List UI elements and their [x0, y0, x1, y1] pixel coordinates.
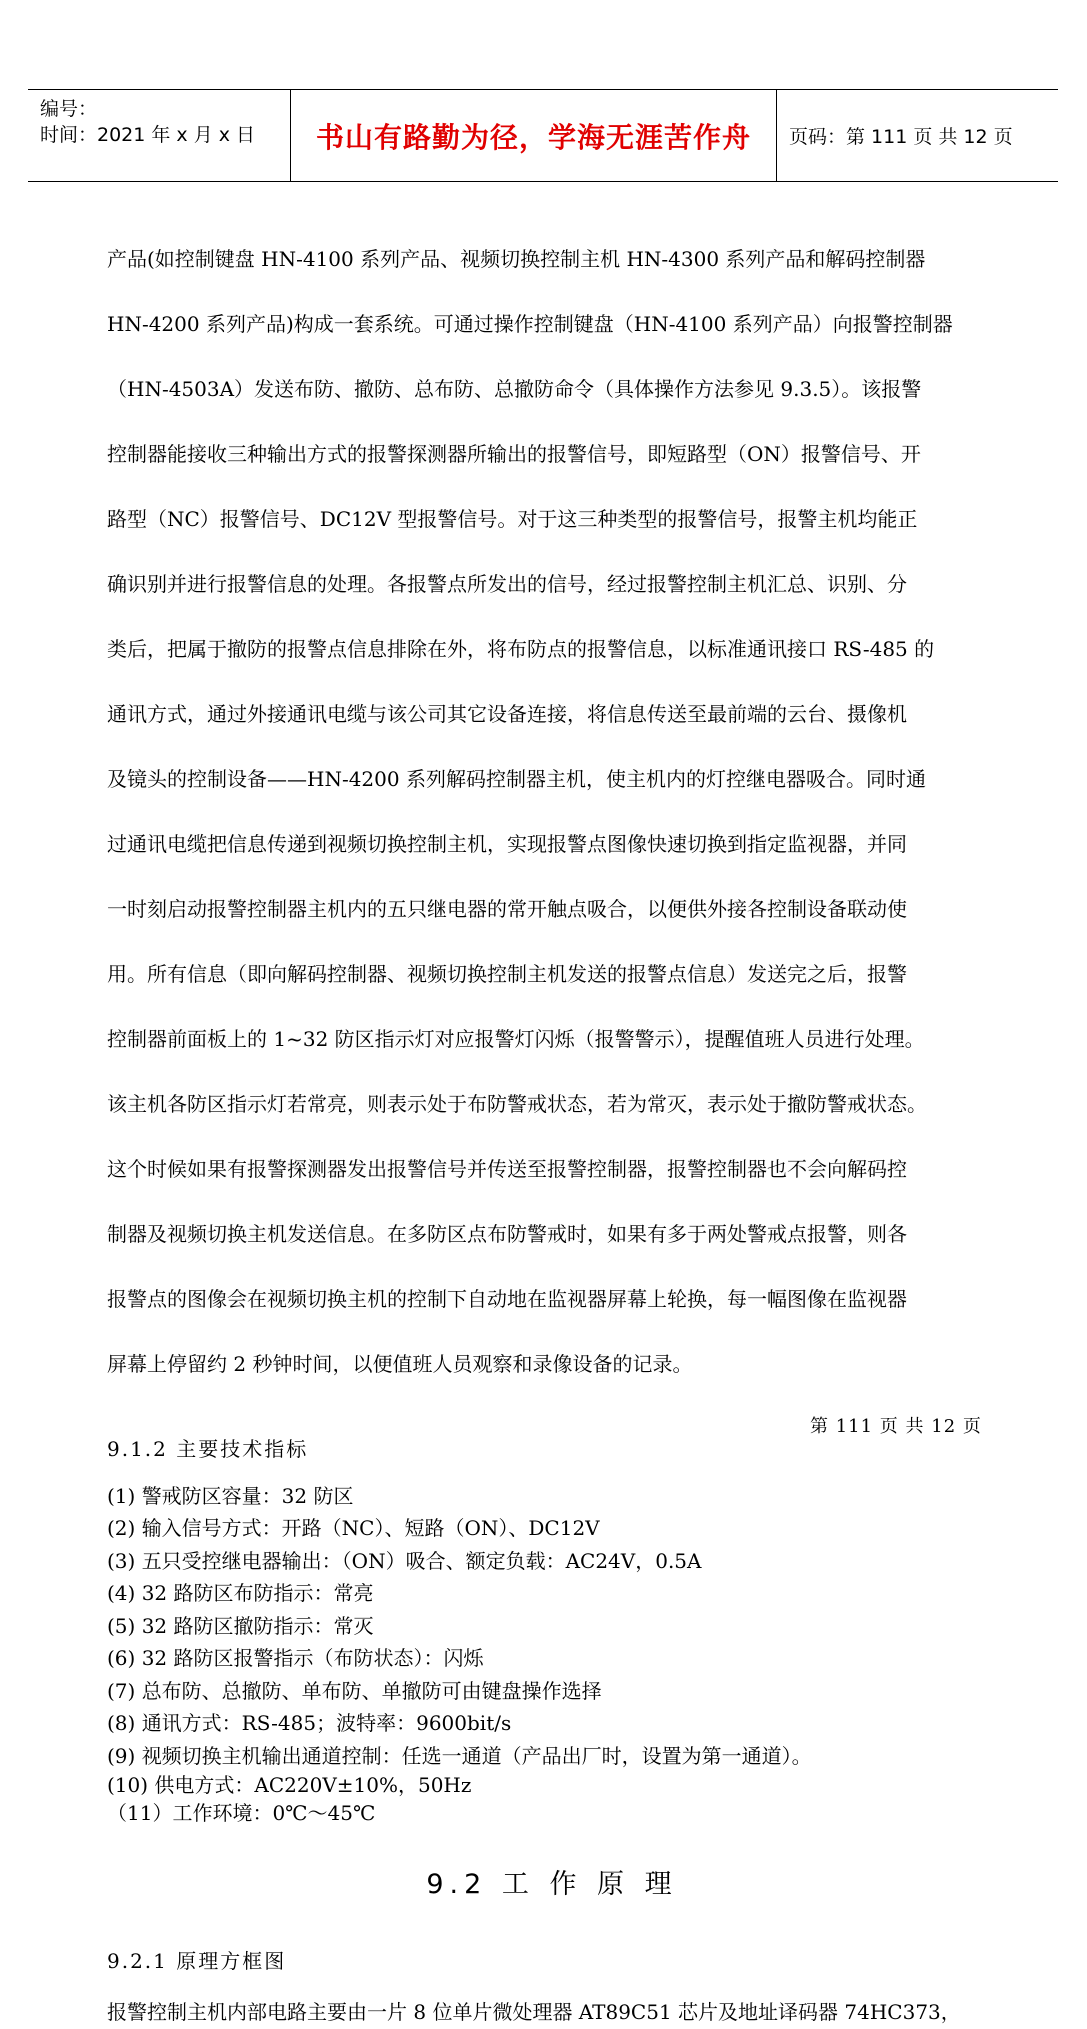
spec-list	[107, 1480, 997, 1829]
paragraph-line: 用。所有信息（即向解码控制器、视频切换控制主机发送的报警点信息）发送完之后，报警	[107, 961, 907, 986]
spec-item: (3) 五只受控继电器输出：（ON）吸合、额定负载：AC24V，0.5A	[107, 1548, 702, 1573]
spec-item: (8) 通讯方式：RS-485；波特率：9600bit/s	[107, 1711, 512, 1735]
paragraph-line: 一时刻启动报警控制器主机内的五只继电器的常开触点吸合，以便供外接各控制设备联动使	[107, 896, 907, 921]
spec-item: （11）工作环境：0℃～45℃	[107, 1801, 376, 1825]
body-paragraph	[107, 210, 997, 1413]
chapter-heading-92: 9.2 工 作 原 理	[426, 1869, 678, 1900]
paragraph-line: HN-4200 系列产品)构成一套系统。可通过操作控制键盘（HN-4100 系列产品）向报警控制器	[107, 311, 953, 336]
header-page-label: 页码：第 111 页 共 12 页	[789, 126, 1013, 148]
header-motto-cell	[291, 90, 777, 181]
spec-item: (1) 警戒防区容量：32 防区	[107, 1483, 354, 1508]
spec-item: (7) 总布防、总撤防、单布防、单撤防可由键盘操作选择	[107, 1678, 602, 1703]
section-heading-921: 9.2.1 原理方框图	[107, 1949, 287, 1973]
page-footer: 第 111 页 共 12 页	[810, 1416, 982, 1437]
spec-item: (4) 32 路防区布防指示：常亮	[107, 1581, 374, 1605]
paragraph-line: 通讯方式，通过外接通讯电缆与该公司其它设备连接，将信息传送至最前端的云台、摄像机	[107, 701, 907, 726]
header-page-cell	[777, 90, 1058, 181]
spec-item: (5) 32 路防区撤防指示：常灭	[107, 1613, 374, 1638]
paragraph-line: 类后，把属于撤防的报警点信息排除在外，将布防点的报警信息，以标准通讯接口 RS-485 的	[107, 636, 935, 661]
document-number-label: 编号：	[40, 98, 98, 120]
paragraph-line: 及镜头的控制设备——HN-4200 系列解码控制器主机，使主机内的灯控继电器吸合。同时通	[107, 766, 926, 791]
document-body	[107, 210, 997, 2029]
paragraph-line: 报警点的图像会在视频切换主机的控制下自动地在监视器屏幕上轮换，每一幅图像在监视器	[107, 1286, 907, 1311]
paragraph-line: 控制器能接收三种输出方式的报警探测器所输出的报警信号，即短路型（ON）报警信号、开	[107, 441, 921, 466]
paragraph-line: 控制器前面板上的 1~32 防区指示灯对应报警灯闪烁（报警警示），提醒值班人员进行处理。	[107, 1026, 925, 1051]
page-header	[28, 89, 1058, 182]
spec-item: (10) 供电方式：AC220V±10%，50Hz	[107, 1773, 472, 1797]
paragraph-line: 制器及视频切换主机发送信息。在多防区点布防警戒时，如果有多于两处警戒点报警，则各	[107, 1221, 907, 1246]
paragraph-line: （HN-4503A）发送布防、撤防、总布防、总撤防命令（具体操作方法参见 9.3.5）。该报警	[107, 376, 922, 401]
paragraph-line: 屏幕上停留约 2 秒钟时间，以便值班人员观察和录像设备的记录。	[107, 1351, 693, 1376]
header-motto: 书山有路勤为径，学海无涯苦作舟	[315, 120, 751, 154]
header-left-cell	[28, 90, 291, 181]
paragraph-line: 确识别并进行报警信息的处理。各报警点所发出的信号，经过报警控制主机汇总、识别、分	[107, 571, 907, 596]
paragraph-line: 过通讯电缆把信息传递到视频切换控制主机，实现报警点图像快速切换到指定监视器，并同	[107, 831, 907, 856]
section-heading-912: 9.1.2 主要技术指标	[107, 1436, 309, 1461]
paragraph-line: 这个时候如果有报警探测器发出报警信号并传送至报警控制器，报警控制器也不会向解码控	[107, 1156, 907, 1181]
paragraph-line: 产品(如控制键盘 HN-4100 系列产品、视频切换控制主机 HN-4300 系列产品和解码控制器	[107, 246, 926, 271]
document-time-label: 时间：2021 年 x 月 x 日	[40, 124, 256, 146]
spec-item: (9) 视频切换主机输出通道控制：任选一通道（产品出厂时，设置为第一通道）。	[107, 1743, 812, 1768]
paragraph-line: 路型（NC）报警信号、DC12V 型报警信号。对于这三种类型的报警信号，报警主机均能正	[107, 506, 918, 531]
spec-item: (6) 32 路防区报警指示（布防状态）：闪烁	[107, 1646, 484, 1670]
spec-item: (2) 输入信号方式：开路（NC）、短路（ON）、DC12V	[107, 1516, 600, 1540]
body-last-line: 报警控制主机内部电路主要由一片 8 位单片微处理器 AT89C51 芯片及地址译码器 74HC373，	[107, 2000, 961, 2024]
paragraph-line: 该主机各防区指示灯若常亮，则表示处于布防警戒状态，若为常灭，表示处于撤防警戒状态。	[107, 1091, 927, 1116]
